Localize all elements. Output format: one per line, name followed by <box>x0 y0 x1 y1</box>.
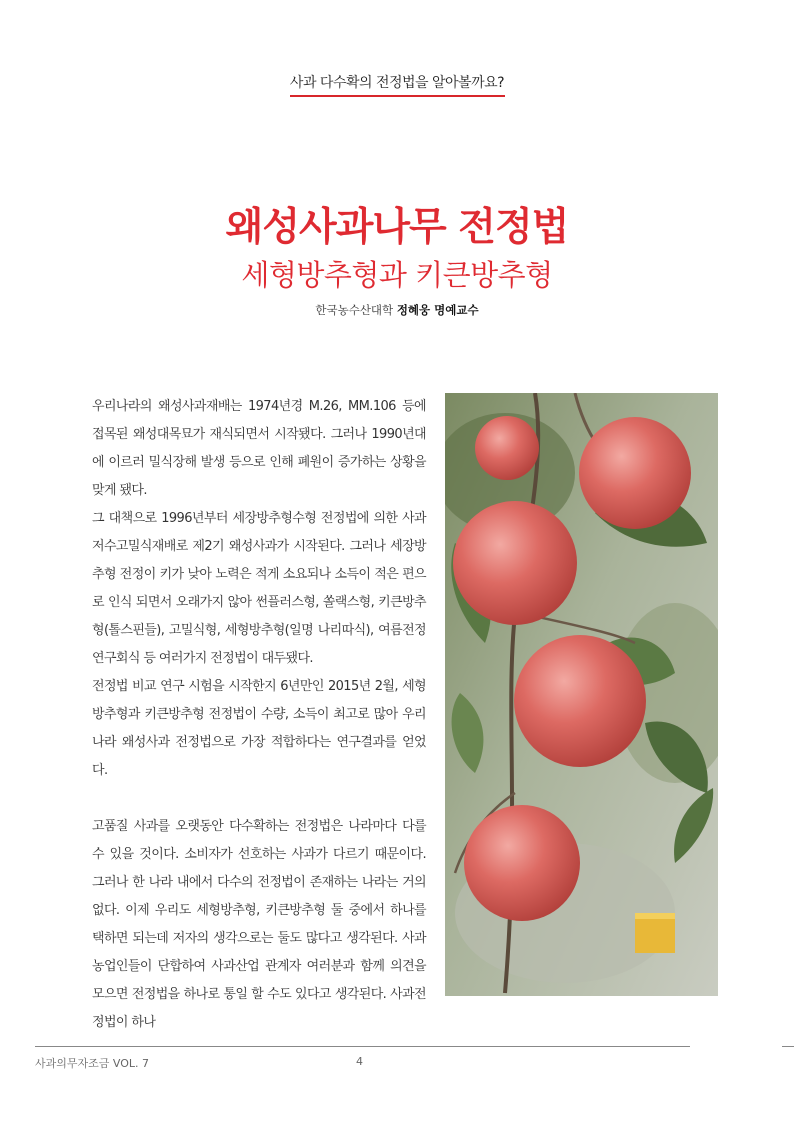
author-affiliation: 한국농수산대학 <box>315 303 394 317</box>
body-paragraph: 그 대책으로 1996년부터 세장방추형수형 전정법에 의한 사과 저수고밀식재배로 제2기 왜성사과가 시작된다. 그러나 세장방추형 전정이 키가 낮아 노력은 적게 소요되나 소득이 적은 편으로 인식 되면서 오래가지 않아 썬플러스형, 쏠랙스형, 키큰방추형(톨스핀들), 고밀식형, 세형방추형(일명 나리따식), 여름전정연구회식 등 여러가지 전정법이 대두됐다. <box>92 511 426 666</box>
publication-name: 사과의무자조금 VOL. 7 <box>35 1057 149 1070</box>
footer-divider-right <box>782 1046 794 1047</box>
author-line <box>0 302 794 318</box>
author-name: 정혜웅 명예교수 <box>396 303 479 317</box>
article-body <box>92 393 426 1037</box>
body-paragraph: 고품질 사과를 오랫동안 다수확하는 전정법은 나라마다 다를 수 있을 것이다. 소비자가 선호하는 사과가 다르기 때문이다. 그러나 한 나라 내에서 다수의 전정법이 존재하는 나라는 거의 없다. 이제 우리도 세형방추형, 키큰방추형 둘 중에서 하나를 택하면 되는데 저자의 생각으로는 둘도 많다고 생각된다. 사과농업인들이 단합하여 사과산업 관계자 여러분과 함께 의견을 모으면 전정법을 하나로 통일 할 수도 있다고 생각된다. 사과전정법이 하나 <box>92 819 426 1030</box>
article-title: 왜성사과나무 전정법 <box>225 205 569 250</box>
section-header-title: 사과 다수확의 전정법을 알아볼까요? <box>289 75 505 91</box>
body-paragraph: 우리나라의 왜성사과재배는 1974년경 M.26, MM.106 등에 접목된 왜성대목묘가 재식되면서 시작됐다. 그러나 1990년대에 이르러 밀식장해 발생 등으로 인해 폐원이 증가하는 상황을 맞게 됐다. <box>92 399 426 498</box>
paragraph-gap <box>92 785 426 813</box>
apple-tree-photo <box>445 393 718 996</box>
page-number: 4 <box>356 1055 363 1068</box>
header-underline <box>290 95 505 97</box>
body-paragraph: 전정법 비교 연구 시험을 시작한지 6년만인 2015년 2월, 세형방추형과 키큰방추형 전정법이 수량, 소득이 최고로 많아 우리나라 왜성사과 전정법으로 가장 적합하다는 연구결과를 얻었다. <box>92 679 426 778</box>
article-subtitle: 세형방추형과 키큰방추형 <box>241 258 553 292</box>
footer-divider <box>35 1046 690 1047</box>
